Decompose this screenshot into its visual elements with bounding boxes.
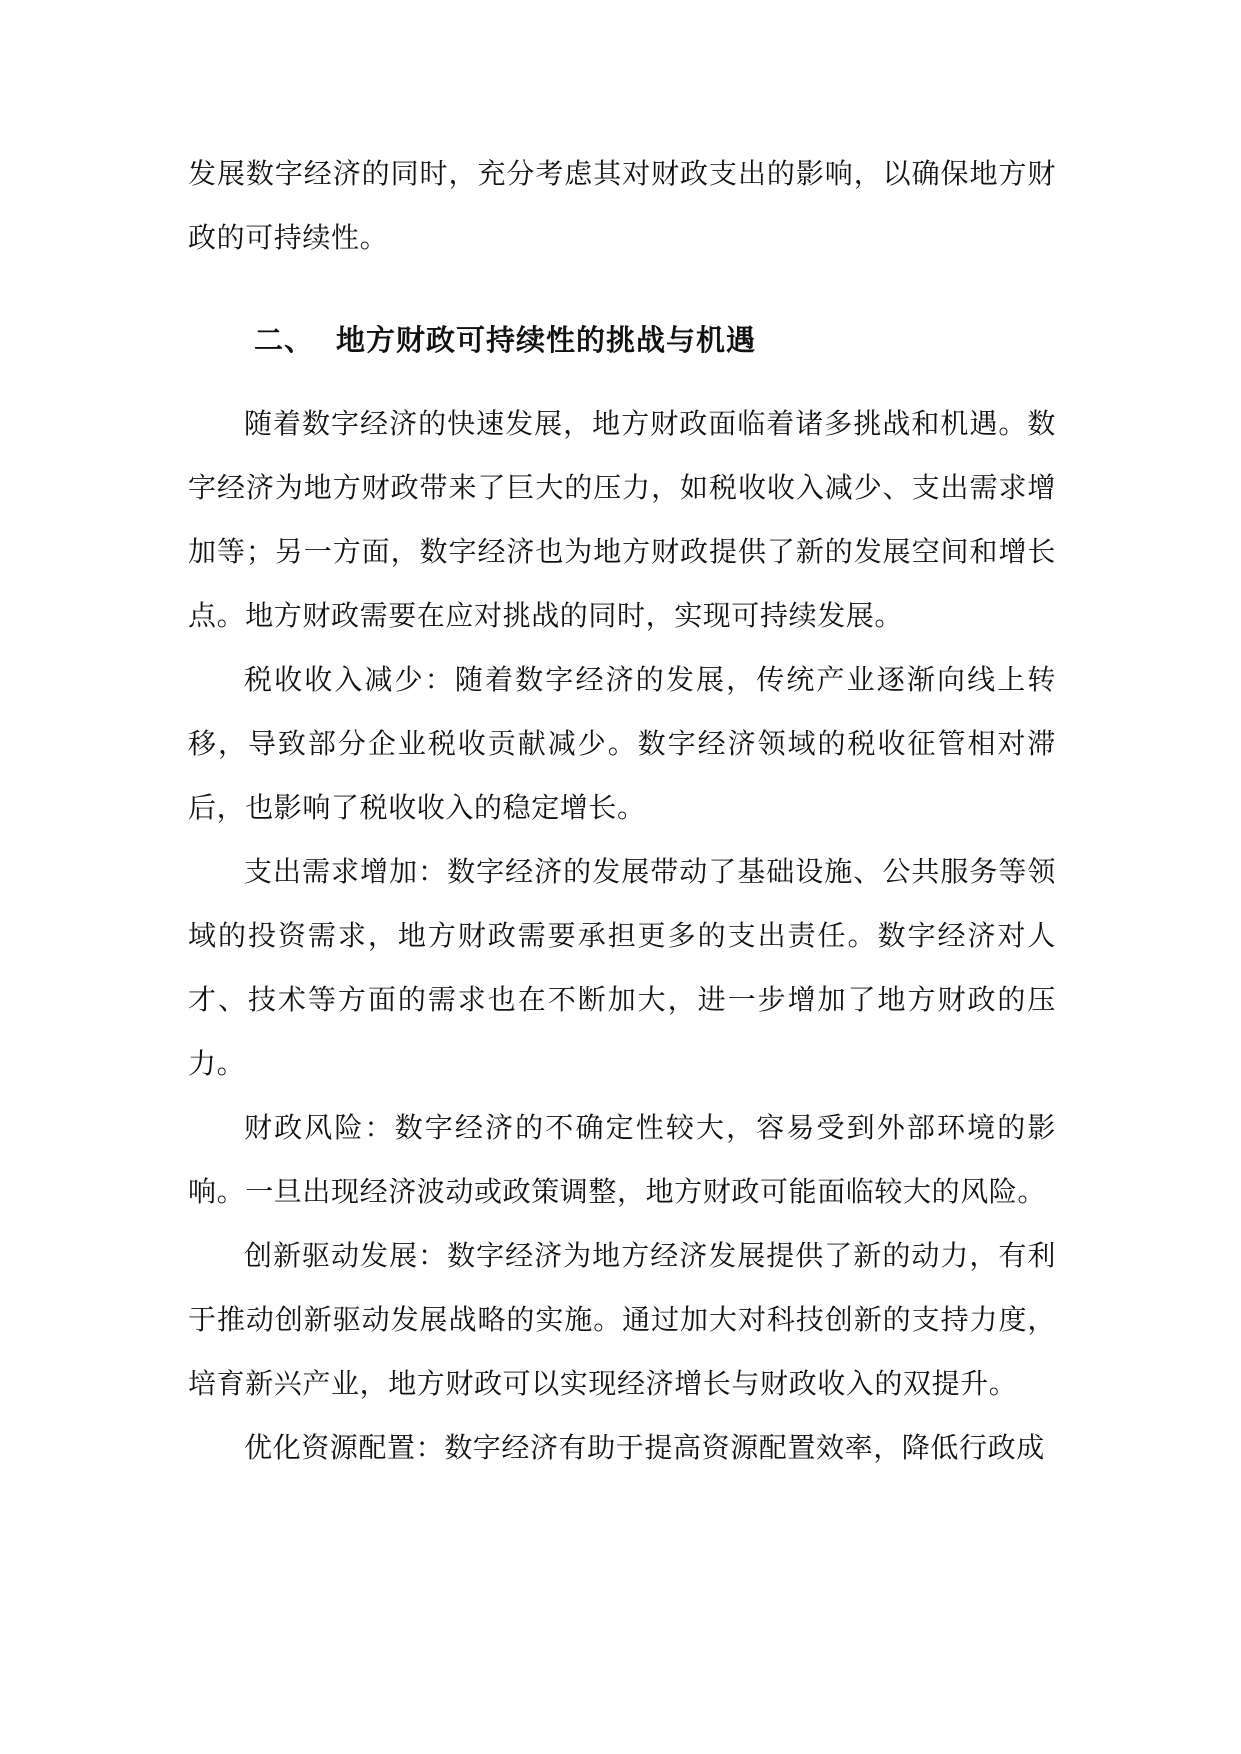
section-number: 二、 <box>254 323 315 357</box>
paragraph-intro: 随着数字经济的快速发展，地方财政面临着诸多挑战和机遇。数字经济为地方财政带来了巨大的压力，如税收收入减少、支出需求增加等；另一方面，数字经济也为地方财政提供了新的发展空间和增长点。地方财政需要在应对挑战的同时，实现可持续发展。 <box>188 407 1056 632</box>
paragraph-fiscal-risk: 财政风险：数字经济的不确定性较大，容易受到外部环境的影响。一旦出现经济波动或政策调整，地方财政可能面临较大的风险。 <box>188 1111 1056 1208</box>
section-heading <box>188 308 1056 372</box>
paragraph-expenditure: 支出需求增加：数字经济的发展带动了基础设施、公共服务等领域的投资需求，地方财政需要承担更多的支出责任。数字经济对人才、技术等方面的需求也在不断加大，进一步增加了地方财政的压力。 <box>188 855 1056 1080</box>
paragraph-resource-allocation: 优化资源配置：数字经济有助于提高资源配置效率，降低行政成 <box>244 1431 1045 1464</box>
paragraph-tax-revenue: 税收收入减少：随着数字经济的发展，传统产业逐渐向线上转移，导致部分企业税收贡献减少。数字经济领域的税收征管相对滞后，也影响了税收收入的稳定增长。 <box>188 663 1056 824</box>
continuation-paragraph: 发展数字经济的同时，充分考虑其对财政支出的影响，以确保地方财政的可持续性。 <box>188 157 1056 254</box>
section-title: 地方财政可持续性的挑战与机遇 <box>336 323 757 357</box>
paragraph-innovation: 创新驱动发展：数字经济为地方经济发展提供了新的动力，有利于推动创新驱动发展战略的实施。通过加大对科技创新的支持力度，培育新兴产业，地方财政可以实现经济增长与财政收入的双提升。 <box>188 1239 1056 1400</box>
document-body <box>188 142 1056 1480</box>
